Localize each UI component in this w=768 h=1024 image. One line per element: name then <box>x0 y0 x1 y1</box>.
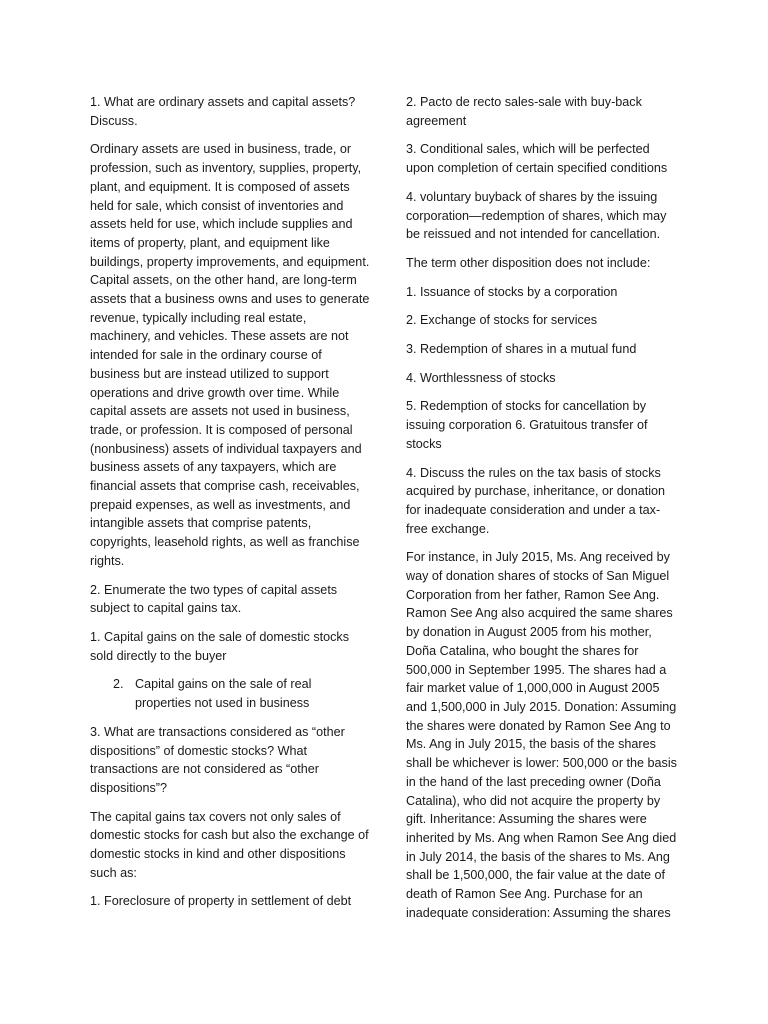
right-column <box>406 93 680 932</box>
exclusion-3: 3. Redemption of shares in a mutual fund <box>406 342 637 357</box>
list-text: Capital gains on the sale of real properties not used in business <box>135 677 312 711</box>
exclusion-1: 1. Issuance of stocks by a corporation <box>406 284 618 299</box>
question-1: 1. What are ordinary assets and capital assets? Discuss. <box>90 95 356 128</box>
exclusion-2: 2. Exchange of stocks for services <box>406 313 598 328</box>
answer-3-item-4: 4. voluntary buyback of shares by the issuing corporation—redemption of shares, which may be reissued and not intended for cancellation. <box>406 189 667 242</box>
answer-1: Ordinary assets are used in business, trade, or profession, such as inventory, supplies, property, plant, and equipment. It is composed of assets held for sale, which consist of inventories and assets held for use, which include supplies and items of property, plant, and equipment like buildings, property improvements, and equipment. Capital assets, on the other hand, are long-term assets that a business owns and uses to generate revenue, typically including real estate, machinery, and vehicles. These assets are not intended for sale in the ordinary course of business but are instead utilized to support operations and drive growth over time. While capital assets are assets not used in business, trade, or profession. It is composed of personal (nonbusiness) assets of individual taxpayers and business assets of any taxpayers, which are financial assets that comprise cash, receivables, prepaid expenses, as well as investments, and intangible assets that comprise patents, copyrights, leasehold rights, as well as franchise rights. <box>90 142 370 568</box>
exclusion-5: 5. Redemption of stocks for cancellation by issuing corporation 6. Gratuitous transfer of stocks <box>406 399 648 451</box>
left-column <box>90 93 370 921</box>
answer-2-item-1: 1. Capital gains on the sale of domestic stocks sold directly to the buyer <box>90 629 350 663</box>
answer-3-item-1: 1. Foreclosure of property in settlement of debt <box>90 894 352 909</box>
question-3: 3. What are transactions considered as “other dispositions” of domestic stocks? What transactions are not considered as “other dispositions”? <box>90 724 345 795</box>
list-number: 2. <box>113 677 124 692</box>
exclusions-intro: The term other disposition does not include: <box>406 255 651 270</box>
answer-4: For instance, in July 2015, Ms. Ang received by way of donation shares of stocks of San Miguel Corporation from her father, Ramon See Ang. Ramon See Ang also acquired the same shares by donation in August 2005 from his mother, Doña Catalina, who bought the shares for 500,000 in September 1995. The shares had a fair market value of 1,000,000 in August 2005 and 1,500,000 in July 2015. Donation: Assuming the shares were donated by Ramon See Ang to Ms. Ang in July 2015, the basis of the shares shall be whichever is lower: 500,000 or the basis in the hand of the last preceding owner (Doña Catalina), who did not acquire the property by gift. Inheritance: Assuming the shares were inherited by Ms. Ang when Ramon See Ang died in July 2014, the basis of the shares to Ms. Ang shall be 1,500,000, the fair value at the date of death of Ramon See Ang. Purchase for an inadequate consideration: Assuming the shares <box>406 550 677 920</box>
answer-2-item-2 <box>90 675 370 712</box>
answer-3-item-3: 3. Conditional sales, which will be perfected upon completion of certain specified conditions <box>406 142 668 176</box>
answer-3-intro: The capital gains tax covers not only sales of domestic stocks for cash but also the exchange of domestic stocks in kind and other dispositions such as: <box>90 809 369 880</box>
answer-3-item-2: 2. Pacto de recto sales-sale with buy-back agreement <box>406 95 642 128</box>
question-4: 4. Discuss the rules on the tax basis of stocks acquired by purchase, inheritance, or donation for inadequate consideration and under a tax-free exchange. <box>406 465 666 536</box>
exclusion-4: 4. Worthlessness of stocks <box>406 370 556 385</box>
question-2: 2. Enumerate the two types of capital assets subject to capital gains tax. <box>90 582 338 616</box>
